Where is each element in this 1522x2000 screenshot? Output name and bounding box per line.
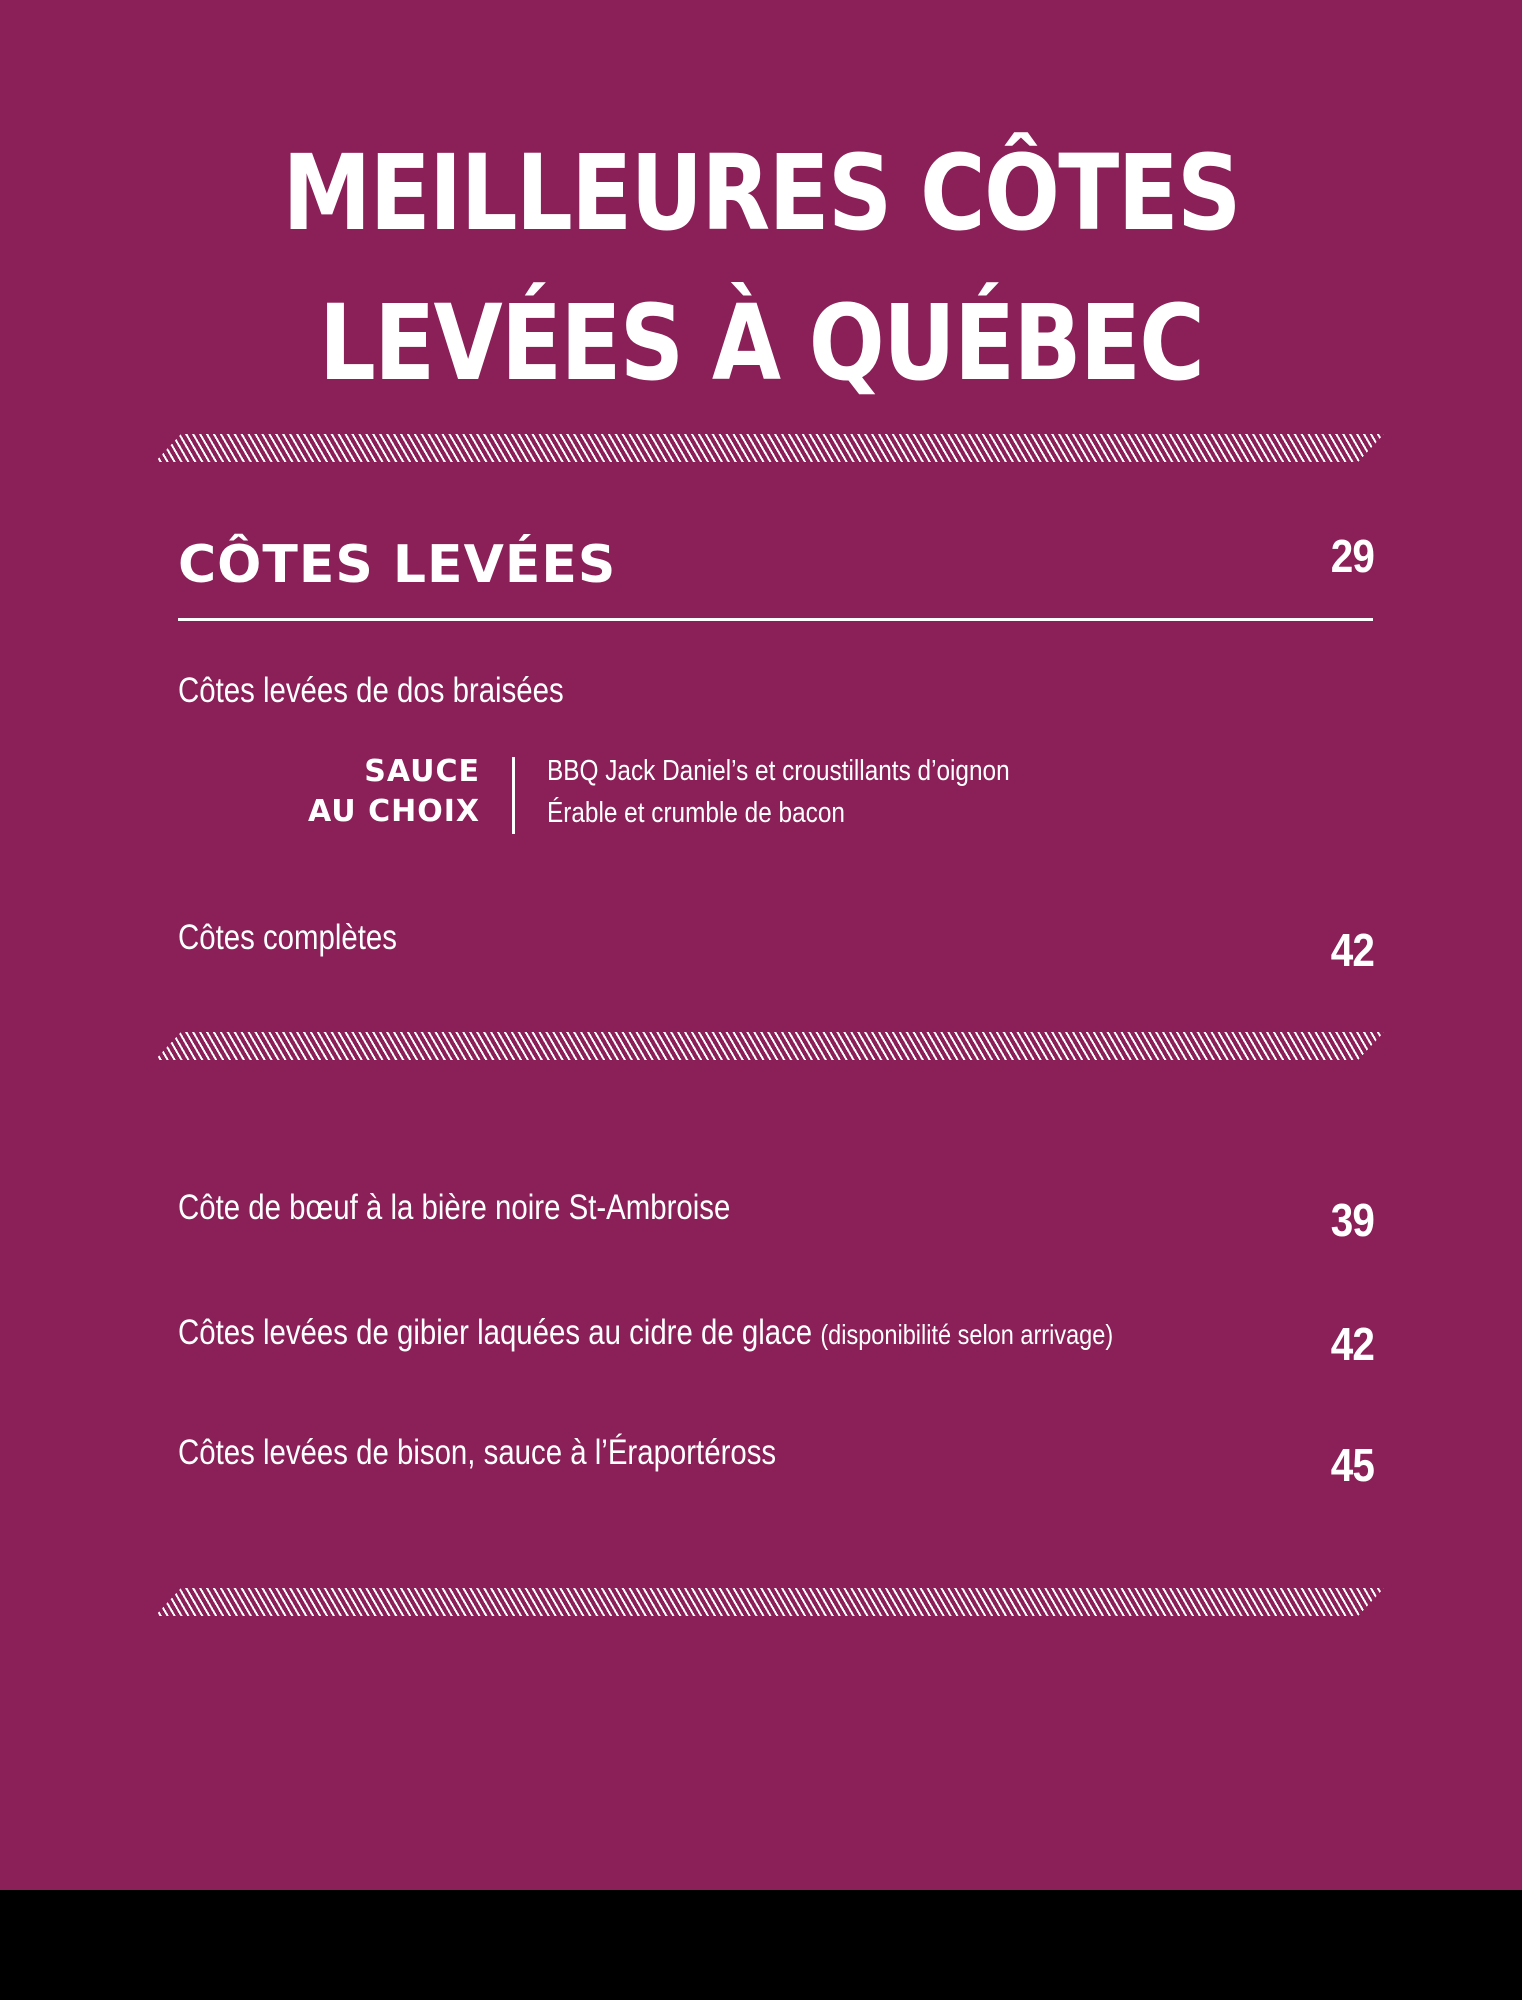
menu-item-braised-ribs: Côtes levées de dos braisées bbox=[178, 671, 564, 710]
section-price: 29 bbox=[1330, 530, 1374, 582]
menu-item-price: 42 bbox=[1330, 1318, 1374, 1370]
sauce-label-line-1: SAUCE bbox=[364, 754, 480, 789]
sauce-label-line-2: AU CHOIX bbox=[307, 794, 480, 829]
availability-note: (disponibilité selon arrivage) bbox=[820, 1319, 1114, 1350]
page-title bbox=[107, 118, 1416, 418]
menu-item-name: Côtes levées de gibier laquées au cidre de glace bbox=[178, 1313, 813, 1352]
menu-item-bison-ribs bbox=[178, 1430, 776, 1476]
menu-item-name: Côtes levées de bison, sauce à l’Éraportéross bbox=[178, 1433, 777, 1472]
sauce-divider bbox=[512, 757, 515, 834]
menu-item-game-ribs bbox=[178, 1310, 1113, 1358]
section-rule bbox=[178, 618, 1373, 621]
section-title: CÔTES LEVÉES bbox=[178, 535, 617, 595]
menu-item-full-ribs-price: 42 bbox=[1330, 924, 1374, 976]
hatched-divider-middle bbox=[155, 1032, 1384, 1060]
menu-item-name: Côte de bœuf à la bière noire St-Ambroise bbox=[178, 1188, 731, 1227]
sauce-option: Érable et crumble de bacon bbox=[547, 797, 845, 829]
bottom-band bbox=[0, 1890, 1522, 2000]
title-line-1: MEILLEURES CÔTES bbox=[282, 132, 1240, 254]
menu-item-full-ribs: Côtes complètes bbox=[178, 918, 397, 957]
menu-item-price: 39 bbox=[1330, 1194, 1374, 1246]
hatched-divider-top bbox=[155, 434, 1384, 462]
menu-item-price: 45 bbox=[1330, 1439, 1374, 1491]
hatched-divider-bottom bbox=[155, 1588, 1384, 1616]
title-line-2: LEVÉES À QUÉBEC bbox=[318, 282, 1204, 404]
sauce-choice-label bbox=[260, 752, 480, 832]
sauce-option: BBQ Jack Daniel’s et croustillants d’oignon bbox=[547, 755, 1010, 787]
menu-item-beef-rib bbox=[178, 1185, 730, 1231]
